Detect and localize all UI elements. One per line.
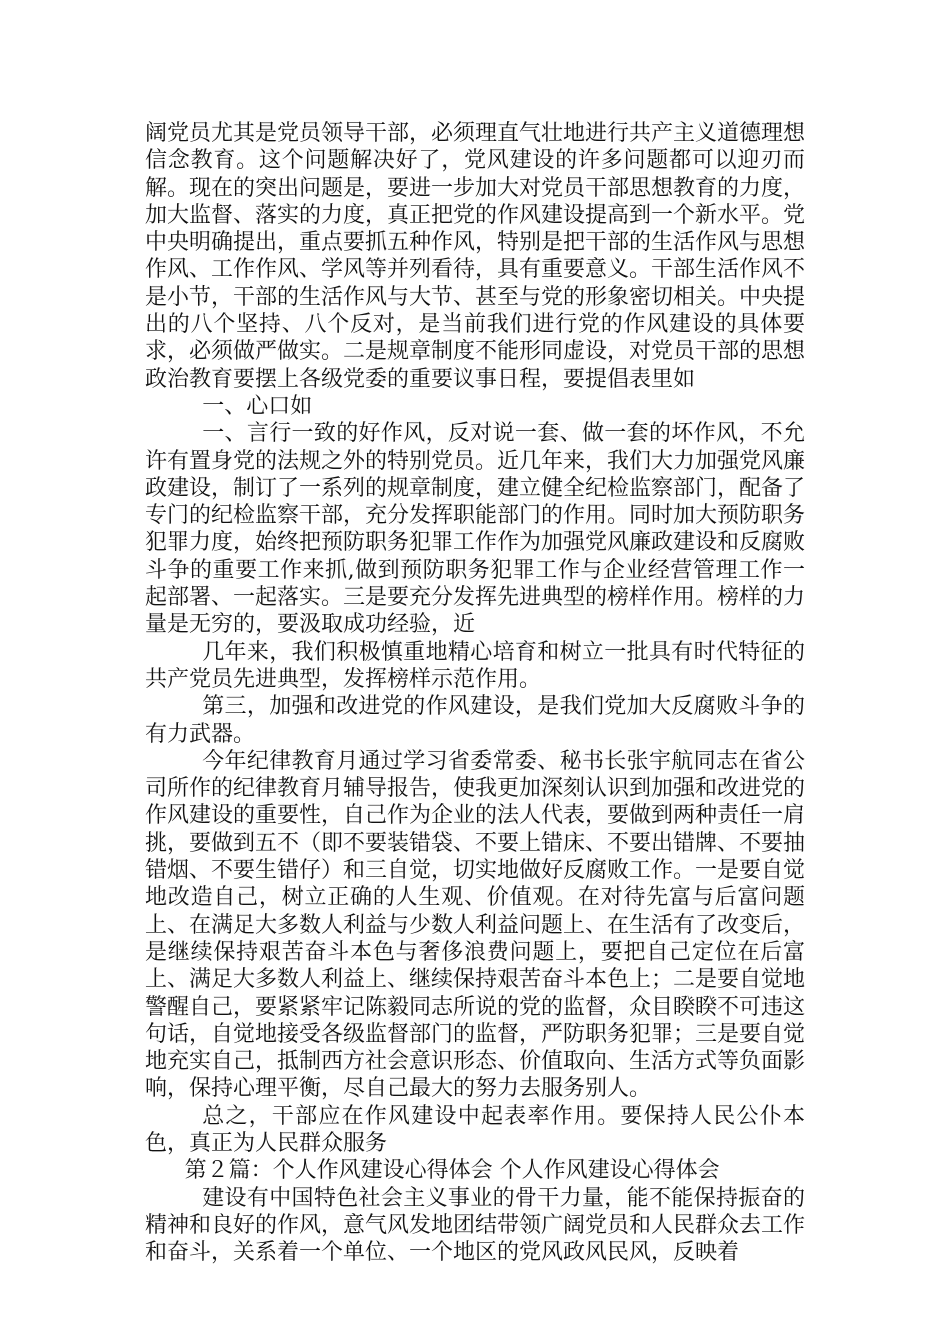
- section-heading: 一、心口如: [202, 393, 313, 419]
- chapter-title: 第２篇：个人作风建设心得体会 个人作风建设心得体会: [184, 1158, 720, 1184]
- paragraph-7: 建设有中国特色社会主义事业的骨干力量，能不能保持振奋的精神和良好的作风，意气风发地团结带领广阔党员和人民群众去工作和奋斗，关系着一个单位、一个地区的党风政风民风，反映着: [145, 1185, 806, 1266]
- paragraph-2: 一、言行一致的好作风，反对说一套、做一套的坏作风，不允许有置身党的法规之外的特别党员。近几年来，我们大力加强党风廉政建设，制订了一系列的规章制度，建立健全纪检监察部门，配备了专门的纪检监察干部，充分发挥职能部门的作用。同时加大预防职务犯罪力度，始终把预防职务犯罪工作作为加强党风廉政建设和反腐败斗争的重要工作来抓,做到预防职务犯罪工作与企业经营管理工作一起部署、一起落实。三是要充分发挥先进典型的榜样作用。榜样的力量是无穷的，要汲取成功经验，近: [145, 421, 806, 638]
- paragraph-1: 阔党员尤其是党员领导干部，必须理直气壮地进行共产主义道德理想信念教育。这个问题解决好了，党风建设的许多问题都可以迎刃而解。现在的突出问题是，要进一步加大对党员干部思想教育的力度，加大监督、落实的力度，真正把党的作风建设提高到一个新水平。党中央明确提出，重点要抓五种作风，特别是把干部的生活作风与思想作风、工作作风、学风等并列看待，具有重要意义。干部生活作风不是小节，干部的生活作风与大节、甚至与党的形象密切相关。中央提出的八个坚持、八个反对，是当前我们进行党的作风建设的具体要求，必须做严做实。二是规章制度不能形同虚设，对党员干部的思想政治教育要摆上各级党委的重要议事日程，要提倡表里如: [145, 121, 806, 392]
- document-page: [145, 120, 805, 1266]
- paragraph-4: 第三，加强和改进党的作风建设，是我们党加大反腐败斗争的有力武器。: [145, 694, 805, 747]
- paragraph-5: 今年纪律教育月通过学习省委常委、秘书长张宇航同志在省公司所作的纪律教育月辅导报告，使我更加深刻认识到加强和改进党的作风建设的重要性，自己作为企业的法人代表，要做到两种责任一肩挑，要做到五不（即不要装错袋、不要上错床、不要出错牌、不要抽错烟、不要生错仔）和三自觉，切实地做好反腐败工作。一是要自觉地改造自己，树立正确的人生观、价值观。在对待先富与后富问题上、在满足大多数人利益与少数人利益问题上、在生活有了改变后，是继续保持艰苦奋斗本色与奢侈浪费问题上，要把自己定位在后富上、满足大多数人利益上、继续保持艰苦奋斗本色上；二是要自觉地警醒自己，要紧紧牢记陈毅同志所说的党的监督，众目睽睽不可违这句话，自觉地接受各级监督部门的监督，严防职务犯罪；三是要自觉地充实自己，抵制西方社会意识形态、价值取向、生活方式等负面影响，保持心理平衡，尽自己最大的努力去服务别人。: [145, 748, 806, 1102]
- paragraph-3: 几年来，我们积极慎重地精心培育和树立一批具有时代特征的共产党员先进典型，发挥榜样示范作用。: [145, 639, 805, 692]
- paragraph-6: 总之，干部应在作风建设中起表率作用。要保持人民公仆本色，真正为人民群众服务: [145, 1103, 805, 1156]
